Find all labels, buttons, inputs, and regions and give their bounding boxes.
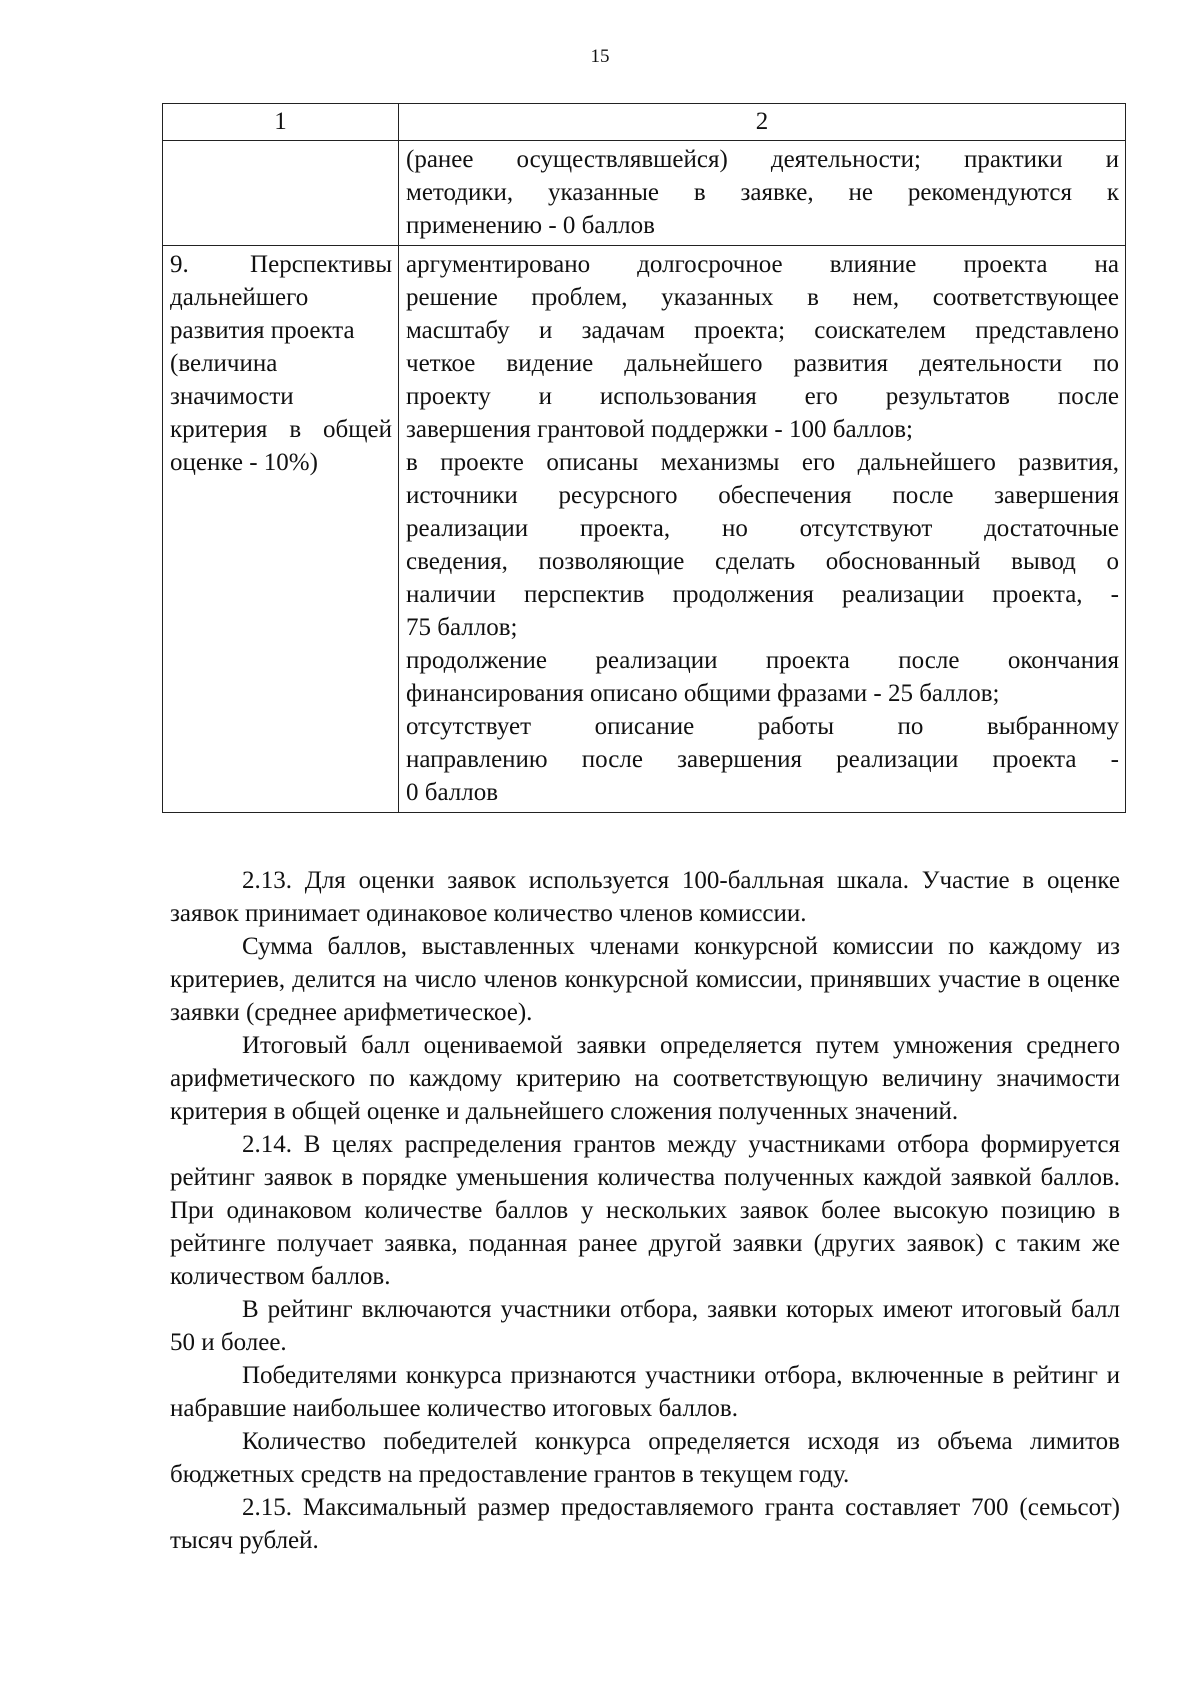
description-line: решение проблем, указанных в нем, соответствующее — [406, 284, 1119, 311]
description-line: в проекте описаны механизмы его дальнейшего развития, — [406, 449, 1119, 476]
paragraph: Сумма баллов, выставленных членами конкурсной комиссии по каждому из критериев, делится на число членов конкурсной комиссии, принявших участие в оценке заявки (среднее арифметическое). — [170, 933, 1120, 1026]
description-line: наличии перспектив продолжения реализации проекта, - — [406, 581, 1119, 608]
criterion-line: 9. Перспективы — [170, 251, 392, 278]
criteria-table — [162, 103, 1126, 813]
description-line: четкое видение дальнейшего развития деятельности по — [406, 350, 1119, 377]
paragraph: Количество победителей конкурса определяется исходя из объема лимитов бюджетных средств на предоставление грантов в текущем году. — [170, 1428, 1120, 1488]
paragraph: Итоговый балл оцениваемой заявки определяется путем умножения среднего арифметического по каждому критерию на соответствующую величину значимости критерия в общей оценке и дальнейшего сложения полученных значений. — [170, 1032, 1120, 1125]
description-line: применению - 0 баллов — [406, 212, 655, 239]
table-row — [163, 246, 1126, 813]
criterion-line: развития проекта — [170, 317, 355, 344]
body-text — [170, 864, 1120, 1557]
criterion-line: значимости — [170, 383, 294, 410]
column-header-2: 2 — [399, 104, 1126, 141]
description-line: масштабу и задачам проекта; соискателем представлено — [406, 317, 1119, 344]
criterion-cell — [163, 141, 399, 246]
description-line: 75 баллов; — [406, 614, 518, 641]
description-cell — [399, 246, 1126, 813]
description-line: источники ресурсного обеспечения после завершения — [406, 482, 1119, 509]
description-line: сведения, позволяющие сделать обоснованный вывод о — [406, 548, 1119, 575]
paragraph-2-14: 2.14. В целях распределения грантов между участниками отбора формируется рейтинг заявок в порядке уменьшения количества полученных каждой заявкой баллов. При одинаковом количестве баллов у нескольких заявок более высокую позицию в рейтинге получает заявка, поданная ранее другой заявки (других заявок) с таким же количеством баллов. — [170, 1131, 1120, 1290]
criterion-cell — [163, 246, 399, 813]
description-line: 0 баллов — [406, 779, 499, 806]
paragraph-2-15: 2.15. Максимальный размер предоставляемого гранта составляет 700 (семьсот) тысяч рублей. — [170, 1494, 1120, 1554]
description-line: аргументировано долгосрочное влияние проекта на — [406, 251, 1119, 278]
description-line: отсутствует описание работы по выбранному — [406, 713, 1119, 740]
description-line: финансирования описано общими фразами - 25 баллов; — [406, 680, 1000, 707]
paragraph: В рейтинг включаются участники отбора, заявки которых имеют итоговый балл 50 и более. — [170, 1296, 1120, 1356]
column-header-1: 1 — [163, 104, 399, 141]
description-line: завершения грантовой поддержки - 100 баллов; — [406, 416, 913, 443]
table-row — [163, 141, 1126, 246]
criterion-line: (величина — [170, 350, 278, 377]
page-number: 15 — [590, 46, 610, 67]
criterion-line: дальнейшего — [170, 284, 309, 311]
description-line: реализации проекта, но отсутствуют достаточные — [406, 515, 1119, 542]
paragraph: Победителями конкурса признаются участники отбора, включенные в рейтинг и набравшие наибольшее количество итоговых баллов. — [170, 1362, 1120, 1422]
description-line: методики, указанные в заявке, не рекомендуются к — [406, 179, 1119, 206]
paragraph-2-13: 2.13. Для оценки заявок используется 100-балльная шкала. Участие в оценке заявок принимает одинаковое количество членов комиссии. — [170, 867, 1120, 927]
table-header-row — [163, 104, 1126, 141]
description-cell — [399, 141, 1126, 246]
description-line: проекту и использования его результатов после — [406, 383, 1119, 410]
description-line: (ранее осуществлявшейся) деятельности; практики и — [406, 146, 1119, 173]
description-line: продолжение реализации проекта после окончания — [406, 647, 1119, 674]
description-line: направлению после завершения реализации проекта - — [406, 746, 1119, 773]
criterion-line: оценке - 10%) — [170, 449, 318, 476]
criterion-line: критерия в общей — [170, 416, 392, 443]
